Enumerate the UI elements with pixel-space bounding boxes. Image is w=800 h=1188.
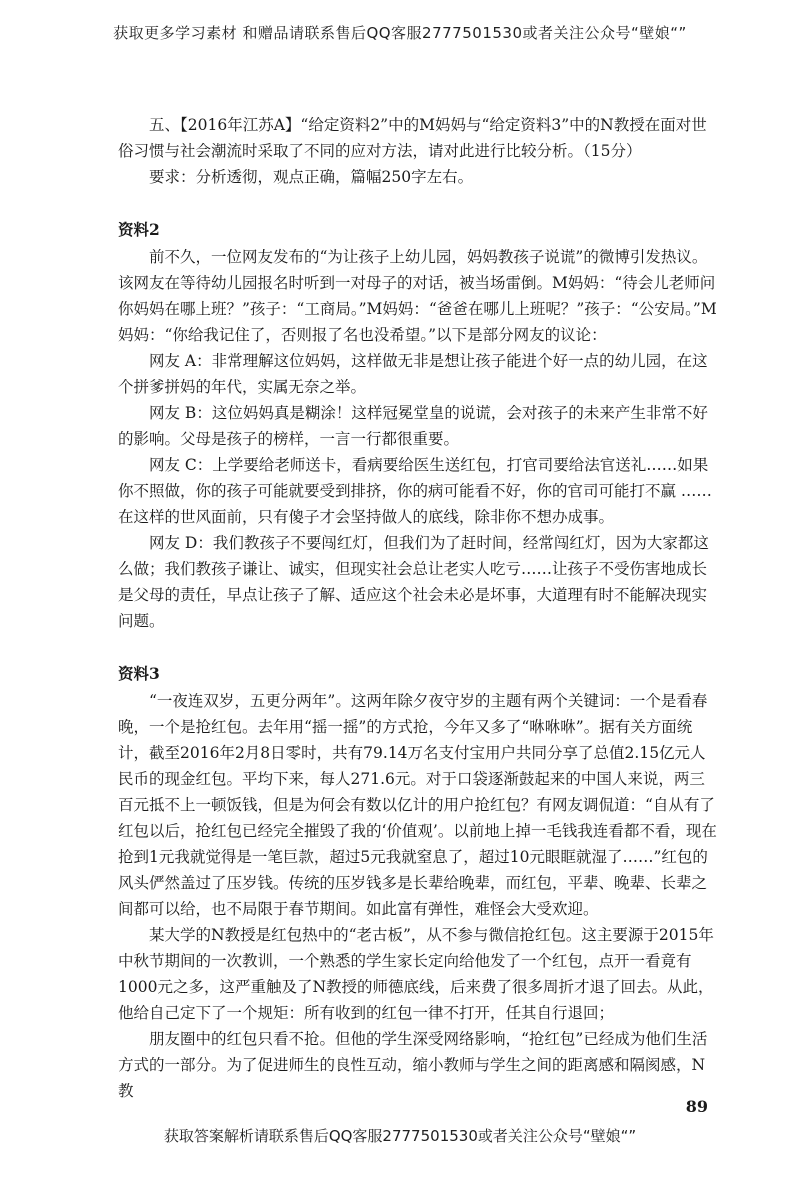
page-footer: 获取答案解析请联系售后QQ客服2777501530或者关注公众号“壁娘“” xyxy=(163,1127,637,1145)
page-content xyxy=(118,112,718,1104)
material2-paragraph: 网友 A：非常理解这位妈妈，这样做无非是想让孩子能进个好一点的幼儿园，在这个拼爹拼妈的年代，实属无奈之举。 xyxy=(118,352,708,396)
material2-paragraph: 网友 B：这位妈妈真是糊涂！这样冠冕堂皇的说谎，会对孩子的未来产生非常不好的影响。父母是孩子的榜样，一言一行都很重要。 xyxy=(118,404,708,448)
material3-paragraph: 朋友圈中的红包只看不抢。但他的学生深受网络影响，“抢红包”已经成为他们生活方式的一部分。为了促进师生的良性互动，缩小教师与学生之间的距离感和隔阂感，N教 xyxy=(118,1030,708,1100)
material3-paragraph: 某大学的N教授是红包热中的“老古板”，从不参与微信抢红包。这主要源于2015年中秋节期间的一次教训，一个熟悉的学生家长定向给他发了一个红包，点开一看竟有1000元之多，这严重触及了N教授的师德底线，后来费了很多周折才退了回去。从此，他给自己定下了一个规矩：所有收到的红包一律不打开，任其自行退回； xyxy=(118,926,714,1022)
material3-paragraph: “一夜连双岁，五更分两年”。这两年除夕夜守岁的主题有两个关键词：一个是看春晚，一个是抢红包。去年用“摇一摇”的方式抢，今年又多了“咻咻咻”。据有关方面统计，截至2016年2月8日零时，共有79.14万名支付宝用户共同分享了总值2.15亿元人民币的现金红包。平均下来，每人271.6元。对于口袋逐渐鼓起来的中国人来说，两三百元抵不上一顿饭钱，但是为何会有数以亿计的用户抢红包？有网友调侃道：“自从有了红包以后，抢红包已经完全摧毁了我的‘价值观’。以前地上掉一毛钱我连看都不看，现在抢到1元我就觉得是一笔巨款，超过5元我就窒息了，超过10元眼眶就湿了……”红包的风头俨然盖过了压岁钱。传统的压岁钱多是长辈给晚辈，而红包，平辈、晚辈、长辈之间都可以给，也不局限于春节期间。如此富有弹性，难怪会大受欢迎。 xyxy=(118,692,717,918)
material3-title: 资料3 xyxy=(118,664,160,683)
question-requirement: 要求：分析透彻，观点正确，篇幅250字左右。 xyxy=(149,168,474,186)
question-text: 五、【2016年江苏A】“给定资料2”中的M妈妈与“给定资料3”中的N教授在面对世俗习惯与社会潮流时采取了不同的应对方法，请对此进行比较分析。（15分） xyxy=(118,116,707,160)
page-header: 获取更多学习素材 和赠品请联系售后QQ客服2777501530或者关注公众号“壁娘“” xyxy=(113,24,687,42)
material2-paragraph: 网友 D：我们教孩子不要闯红灯，但我们为了赶时间，经常闯红灯，因为大家都这么做；我们教孩子谦让、诚实，但现实社会总让老实人吃亏……让孩子不受伤害地成长是父母的责任，早点让孩子了解、适应这个社会未必是坏事，大道理有时不能解决现实问题。 xyxy=(118,534,709,630)
material2-paragraph: 网友 C：上学要给老师送卡，看病要给医生送红包，打官司要给法官送礼……如果你不照做，你的孩子可能就要受到排挤，你的病可能看不好，你的官司可能打不赢 ……在这样的世风面前，只有傻子才会坚持做人的底线，除非你不想办成事。 xyxy=(118,456,712,526)
page-number: 89 xyxy=(685,1097,708,1116)
material2-title: 资料2 xyxy=(118,220,160,239)
material2-paragraph: 前不久，一位网友发布的“为让孩子上幼儿园，妈妈教孩子说谎”的微博引发热议。该网友在等待幼儿园报名时听到一对母子的对话，被当场雷倒。M妈妈：“待会儿老师问你妈妈在哪上班？”孩子：“工商局。”M妈妈：“爸爸在哪儿上班呢？”孩子：“公安局。”M妈妈：“你给我记住了，否则报了名也没希望。”以下是部分网友的议论： xyxy=(118,248,717,344)
